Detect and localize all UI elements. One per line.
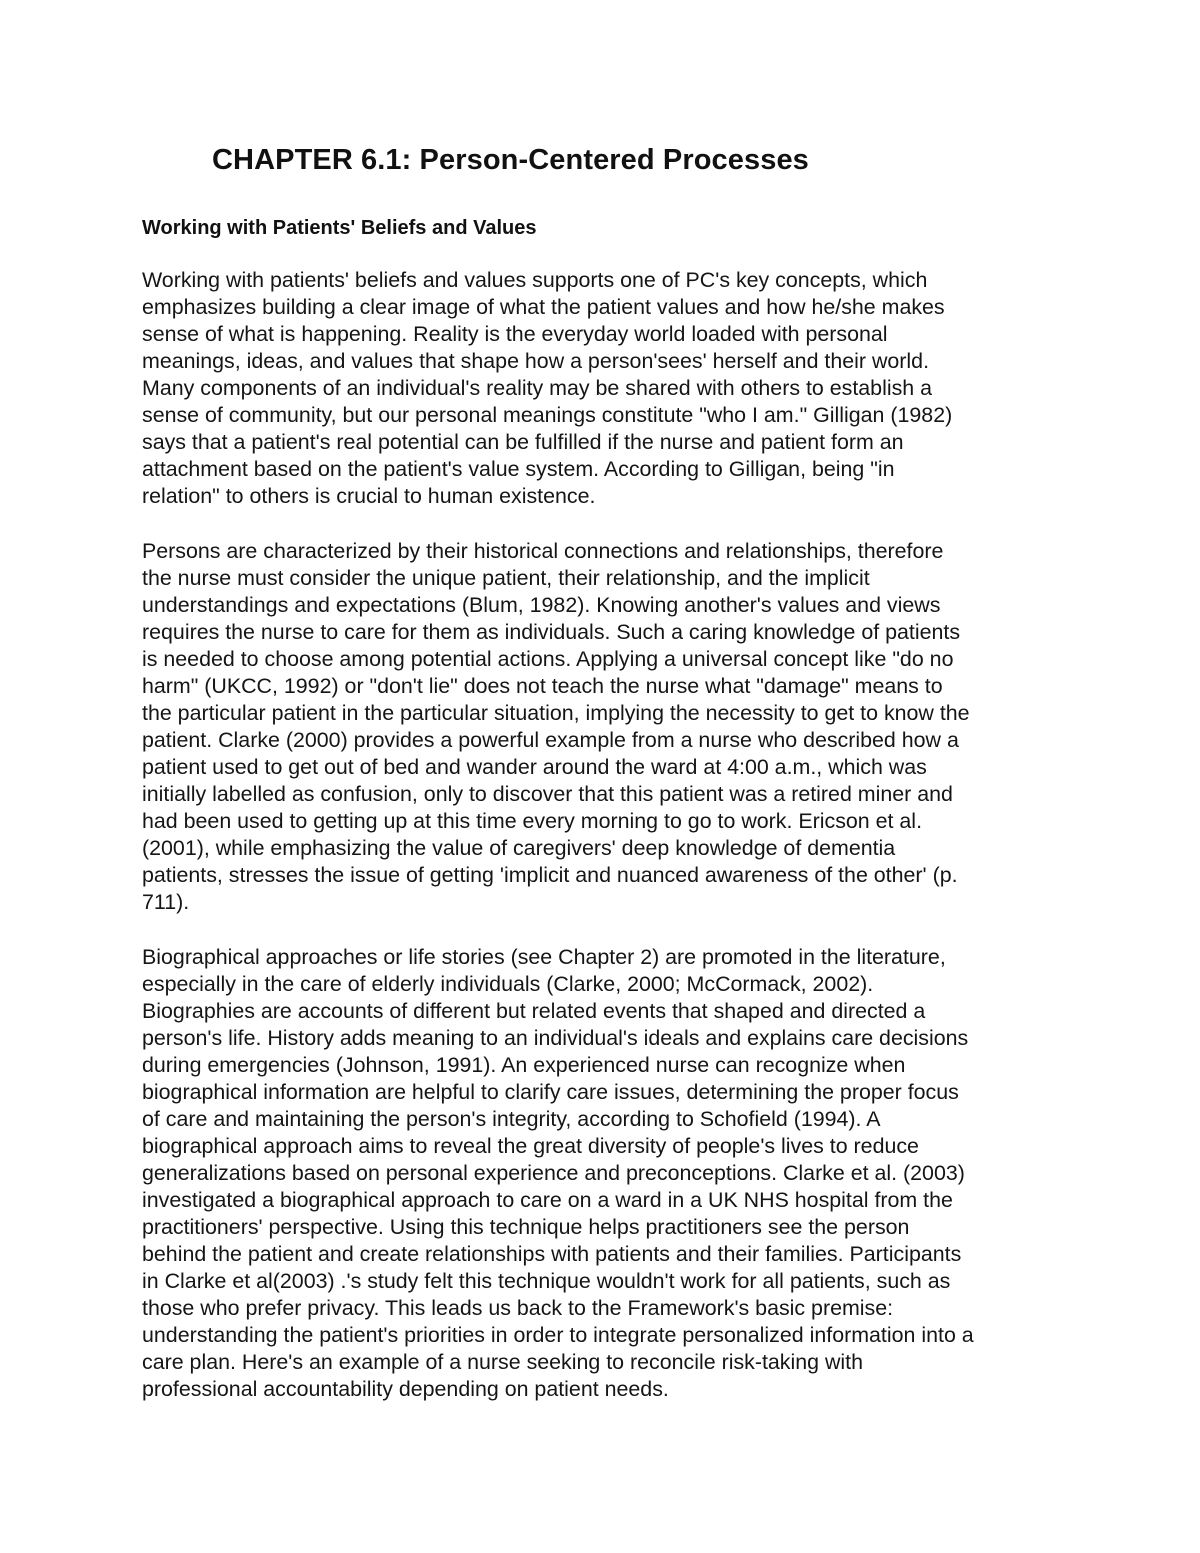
text-line: requires the nurse to care for them as individuals. Such a caring knowledge of patients	[142, 620, 961, 644]
text-line: of care and maintaining the person's integrity, according to Schofield (1994). A	[142, 1107, 881, 1131]
text-line: practitioners' perspective. Using this technique helps practitioners see the person	[142, 1215, 910, 1239]
text-line: biographical information are helpful to clarify care issues, determining the proper focus	[142, 1080, 959, 1104]
section-heading: Working with Patients' Beliefs and Values	[142, 217, 537, 239]
text-line: during emergencies (Johnson, 1991). An experienced nurse can recognize when	[142, 1053, 906, 1077]
text-line: especially in the care of elderly individuals (Clarke, 2000; McCormack, 2002).	[142, 972, 874, 996]
text-line: biographical approach aims to reveal the great diversity of people's lives to reduce	[142, 1134, 919, 1158]
text-line: patients, stresses the issue of getting 'implicit and nuanced awareness of the other' (p.	[142, 863, 958, 887]
text-line: had been used to getting up at this time every morning to go to work. Ericson et al.	[142, 809, 923, 833]
text-line: Biographies are accounts of different but related events that shaped and directed a	[142, 999, 926, 1023]
text-line: understandings and expectations (Blum, 1982). Knowing another's values and views	[142, 593, 941, 617]
text-line: attachment based on the patient's value system. According to Gilligan, being "in	[142, 457, 895, 481]
text-line: (2001), while emphasizing the value of caregivers' deep knowledge of dementia	[142, 836, 896, 860]
text-line: the particular patient in the particular situation, implying the necessity to get to know the	[142, 701, 970, 725]
text-line: sense of community, but our personal meanings constitute "who I am." Gilligan (1982)	[142, 403, 953, 427]
paragraph-beliefs-and-values	[142, 267, 1072, 510]
text-line: care plan. Here's an example of a nurse seeking to reconcile risk-taking with	[142, 1350, 864, 1374]
text-line: patient. Clarke (2000) provides a powerful example from a nurse who described how a	[142, 728, 959, 752]
text-line: understanding the patient's priorities in order to integrate personalized information into a	[142, 1323, 974, 1347]
text-line: is needed to choose among potential actions. Applying a universal concept like "do no	[142, 647, 954, 671]
text-line: initially labelled as confusion, only to discover that this patient was a retired miner and	[142, 782, 953, 806]
paragraph-historical-connections	[142, 538, 1072, 916]
text-line: says that a patient's real potential can be fulfilled if the nurse and patient form an	[142, 430, 904, 454]
text-line: generalizations based on personal experience and preconceptions. Clarke et al. (2003)	[142, 1161, 965, 1185]
text-line: person's life. History adds meaning to an individual's ideals and explains care decisions	[142, 1026, 969, 1050]
text-line: sense of what is happening. Reality is the everyday world loaded with personal	[142, 322, 888, 346]
text-line: meanings, ideas, and values that shape how a person'sees' herself and their world.	[142, 349, 930, 373]
text-line: the nurse must consider the unique patient, their relationship, and the implicit	[142, 566, 870, 590]
text-line: Working with patients' beliefs and values supports one of PC's key concepts, which	[142, 268, 928, 292]
paragraph-biographical-approaches	[142, 944, 1072, 1403]
text-line: Many components of an individual's reality may be shared with others to establish a	[142, 376, 933, 400]
text-line: emphasizes building a clear image of what the patient values and how he/she makes	[142, 295, 945, 319]
text-line: in Clarke et al(2003) .'s study felt this technique wouldn't work for all patients, such as	[142, 1269, 951, 1293]
text-line: investigated a biographical approach to care on a ward in a UK NHS hospital from the	[142, 1188, 953, 1212]
text-line: behind the patient and create relationships with patients and their families. Participants	[142, 1242, 962, 1266]
text-line: Biographical approaches or life stories (see Chapter 2) are promoted in the literature,	[142, 945, 946, 969]
chapter-title: CHAPTER 6.1: Person-Centered Processes	[212, 144, 809, 176]
text-line: those who prefer privacy. This leads us back to the Framework's basic premise:	[142, 1296, 894, 1320]
text-line: relation" to others is crucial to human existence.	[142, 484, 596, 508]
text-line: harm" (UKCC, 1992) or "don't lie" does not teach the nurse what "damage" means to	[142, 674, 943, 698]
text-line: Persons are characterized by their historical connections and relationships, therefore	[142, 539, 944, 563]
text-line: professional accountability depending on patient needs.	[142, 1377, 669, 1401]
text-line: patient used to get out of bed and wander around the ward at 4:00 a.m., which was	[142, 755, 927, 779]
text-line: 711).	[142, 890, 190, 914]
